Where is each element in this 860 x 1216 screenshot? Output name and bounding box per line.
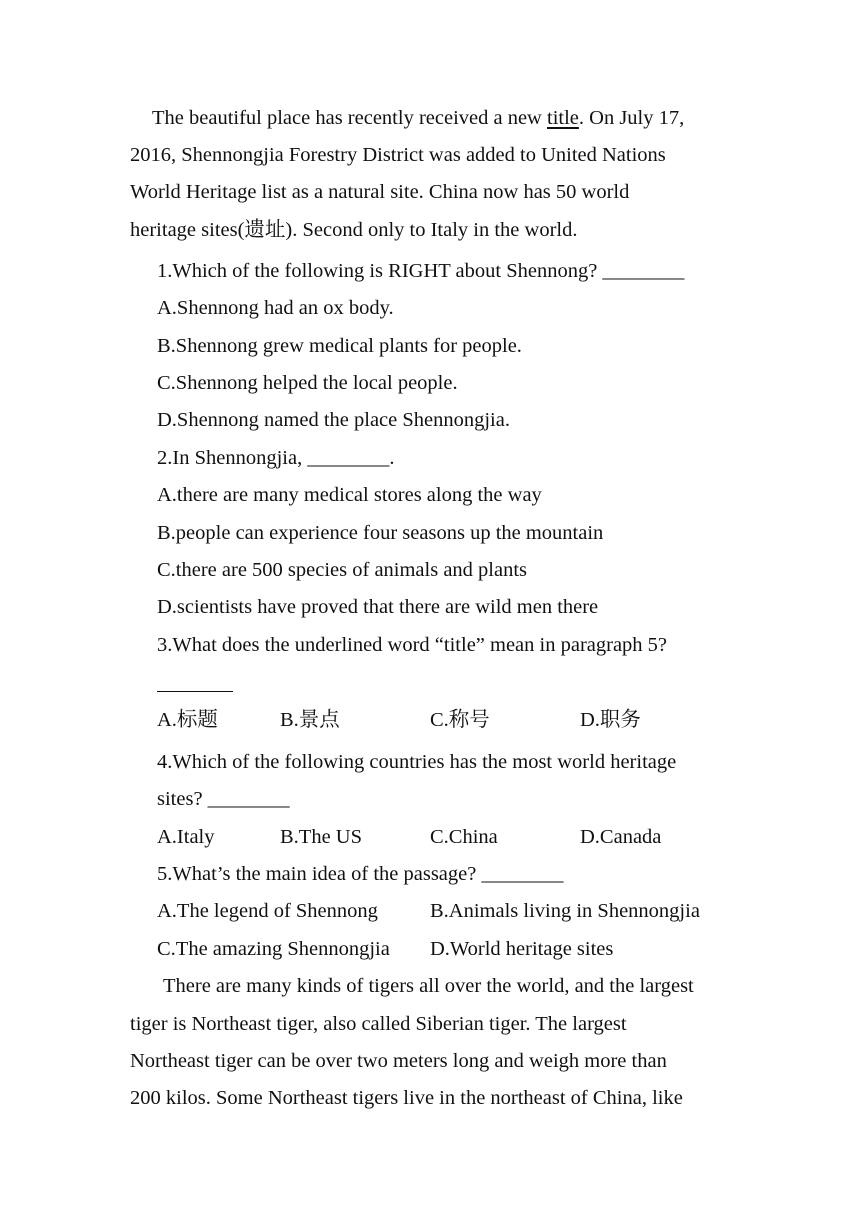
question-3-option-a: A.标题: [157, 709, 218, 731]
question-2-option-a: A.there are many medical stores along the way: [157, 484, 542, 506]
question-5-option-b: B.Animals living in Shennongjia: [430, 900, 700, 922]
question-4-option-d: D.Canada: [580, 826, 662, 848]
question-1-option-b: B.Shennong grew medical plants for people.: [157, 335, 522, 357]
question-2-stem: 2.In Shennongjia, ________.: [157, 447, 395, 469]
question-2-option-c: C.there are 500 species of animals and plants: [157, 559, 528, 581]
question-4-stem-line2: sites? ________: [157, 788, 290, 810]
passage1-line1: [152, 103, 684, 133]
question-3-stem: 3.What does the underlined word “title” mean in paragraph 5?: [157, 634, 668, 656]
question-1-option-c: C.Shennong helped the local people.: [157, 372, 458, 394]
underlined-word-title: title: [547, 107, 579, 129]
question-5-option-d: D.World heritage sites: [430, 938, 614, 960]
passage1-line4: heritage sites(遗址). Second only to Italy in the world.: [130, 219, 578, 241]
question-5-stem: 5.What’s the main idea of the passage? ________: [157, 863, 564, 885]
question-4-option-a: A.Italy: [157, 826, 215, 848]
question-2-option-b: B.people can experience four seasons up the mountain: [157, 522, 604, 544]
passage1-line2: 2016, Shennongjia Forestry District was added to United Nations: [130, 144, 666, 166]
question-4-option-b: B.The US: [280, 826, 362, 848]
question-1-option-d: D.Shennong named the place Shennongjia.: [157, 409, 510, 431]
question-4-option-c: C.China: [430, 826, 498, 848]
question-3-option-d: D.职务: [580, 709, 641, 731]
passage1-line1-end: . On July 17,: [578, 107, 685, 129]
question-1-option-a: A.Shennong had an ox body.: [157, 297, 394, 319]
passage2-line2: tiger is Northeast tiger, also called Siberian tiger. The largest: [130, 1013, 627, 1035]
passage2-line1: There are many kinds of tigers all over the world, and the largest: [163, 975, 694, 997]
question-1-stem: 1.Which of the following is RIGHT about Shennong? ________: [157, 260, 685, 282]
passage1-line3: World Heritage list as a natural site. China now has 50 world: [130, 181, 630, 203]
question-3-option-c: C.称号: [430, 709, 490, 731]
question-4-stem-line1: 4.Which of the following countries has the most world heritage: [157, 751, 677, 773]
passage2-line4: 200 kilos. Some Northeast tigers live in the northeast of China, like: [130, 1087, 683, 1109]
question-5-option-c: C.The amazing Shennongjia: [157, 938, 390, 960]
question-3-answer-blank: [157, 691, 233, 692]
question-2-option-d: D.scientists have proved that there are wild men there: [157, 596, 599, 618]
passage1-line1-text: The beautiful place has recently received a new: [152, 107, 547, 129]
question-5-option-a: A.The legend of Shennong: [157, 900, 378, 922]
question-3-option-b: B.景点: [280, 709, 340, 731]
passage2-line3: Northeast tiger can be over two meters long and weigh more than: [130, 1050, 667, 1072]
